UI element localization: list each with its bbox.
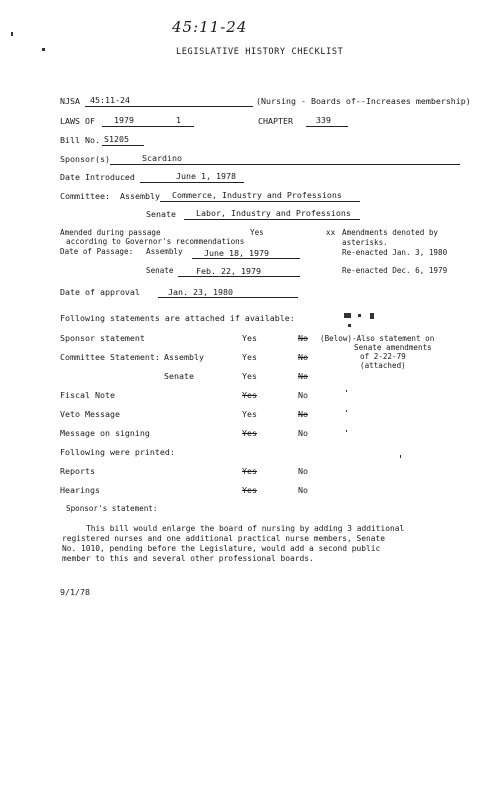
njsa-label: NJSA (60, 96, 80, 106)
committee-assembly-no: No (298, 352, 308, 362)
veto-message-label: Veto Message (60, 409, 120, 419)
committee-label: Committee: (60, 191, 110, 201)
stamp-mark (348, 324, 351, 327)
fill-line (184, 219, 360, 220)
handwritten-statute-number: 45:11-24 (172, 18, 248, 36)
page-title: LEGISLATIVE HISTORY CHECKLIST (176, 47, 344, 57)
njsa-value: 45:11-24 (90, 95, 130, 105)
fiscal-note-no: No (298, 390, 308, 400)
date-introduced-label: Date Introduced (60, 172, 135, 182)
amended-no-marked: xx (326, 228, 336, 237)
message-on-signing-no: No (298, 428, 308, 438)
laws-of-number: 1 (176, 115, 181, 125)
fill-line (306, 126, 348, 127)
below-note-line2: Senate amendments (354, 343, 432, 352)
sponsor-statement-heading: Sponsor's statement: (66, 504, 158, 513)
committee-statement-label: Committee Statement: (60, 352, 160, 362)
printed-header: Following were printed: (60, 447, 175, 457)
njsa-description: (Nursing - Boards of--Increases membership) (256, 96, 471, 106)
stamp-mark (344, 313, 351, 318)
sponsor-statement-yes: Yes (242, 333, 257, 343)
sponsor-statement-line: No. 1010, pending before the Legislature, would add a second public (62, 544, 381, 553)
fiscal-note-label: Fiscal Note (60, 390, 115, 400)
sponsor-statement-line: registered nurses and one additional practical nurse members, Senate (62, 534, 386, 543)
committee-senate-value: Labor, Industry and Professions (196, 208, 351, 218)
passage-label: Date of Passage: (60, 247, 134, 256)
sponsor-label: Sponsor(s) (60, 154, 110, 164)
veto-message-yes: Yes (242, 409, 257, 419)
committee-statement-assembly: Assembly (164, 352, 204, 362)
sponsor-value: Scardino (142, 153, 182, 163)
approval-label: Date of approval (60, 287, 140, 297)
fill-line (192, 258, 300, 259)
amended-sub-note: according to Governor's recommendations (66, 237, 245, 246)
amended-note-line1: Amendments denoted by (342, 228, 439, 237)
fill-line (110, 164, 460, 165)
passage-assembly-value: June 18, 1979 (204, 248, 269, 258)
below-note-line1: (Below)-Also statement on (320, 334, 435, 343)
sponsor-statement-line: This bill would enlarge the board of nursing by adding 3 additional (86, 524, 405, 533)
sponsor-statement-label: Sponsor statement (60, 333, 145, 343)
fill-line (158, 297, 298, 298)
committee-assembly-label: Assembly (120, 191, 160, 201)
footer-code: 9/1/78 (60, 587, 90, 597)
committee-senate-label: Senate (146, 209, 176, 219)
veto-message-no: No (298, 409, 308, 419)
attached-header: Following statements are attached if available: (60, 313, 295, 323)
fiscal-note-yes: Yes (242, 390, 257, 400)
reports-no: No (298, 466, 308, 476)
reports-label: Reports (60, 466, 95, 476)
committee-senate-no: No (298, 371, 308, 381)
hearings-no: No (298, 485, 308, 495)
laws-of-label: LAWS OF (60, 116, 95, 126)
hearings-yes: Yes (242, 485, 257, 495)
amended-label: Amended during passage (60, 228, 161, 237)
chapter-value: 339 (316, 115, 331, 125)
committee-senate-yes: Yes (242, 371, 257, 381)
hearings-label: Hearings (60, 485, 100, 495)
fill-line (102, 145, 144, 146)
punch-mark (42, 48, 45, 51)
stamp-mark (370, 313, 374, 319)
below-note-line3: of 2-22-79 (360, 352, 406, 361)
committee-statement-senate: Senate (164, 371, 194, 381)
reenacted-2: Re-enacted Dec. 6, 1979 (342, 266, 448, 275)
bill-no-label: Bill No. (60, 135, 100, 145)
fill-line (178, 276, 300, 277)
speck (346, 390, 347, 392)
date-introduced-value: June 1, 1978 (176, 171, 236, 181)
message-on-signing-yes: Yes (242, 428, 257, 438)
approval-value: Jan. 23, 1980 (168, 287, 233, 297)
bill-no-value: S1205 (104, 134, 129, 144)
speck (346, 410, 347, 412)
sponsor-statement-no: No (298, 333, 308, 343)
passage-senate-value: Feb. 22, 1979 (196, 266, 261, 276)
chapter-label: CHAPTER (258, 116, 293, 126)
sponsor-statement-line: member to this and several other professional boards. (62, 554, 314, 563)
fill-line (140, 182, 244, 183)
amended-yes: Yes (250, 228, 264, 237)
speck (346, 430, 347, 432)
punch-mark (11, 32, 13, 36)
fill-line (85, 106, 253, 107)
amended-note-line2: asterisks. (342, 238, 388, 247)
message-on-signing-label: Message on signing (60, 428, 150, 438)
fill-line (160, 201, 360, 202)
below-note-line4: (attached) (360, 361, 406, 370)
passage-senate-label: Senate (146, 266, 174, 275)
fill-line (102, 126, 194, 127)
reenacted-1: Re-enacted Jan. 3, 1980 (342, 248, 448, 257)
committee-assembly-yes: Yes (242, 352, 257, 362)
speck (400, 455, 401, 458)
reports-yes: Yes (242, 466, 257, 476)
stamp-mark (358, 314, 361, 317)
passage-assembly-label: Assembly (146, 247, 183, 256)
laws-of-year: 1979 (114, 115, 134, 125)
committee-assembly-value: Commerce, Industry and Professions (172, 190, 342, 200)
